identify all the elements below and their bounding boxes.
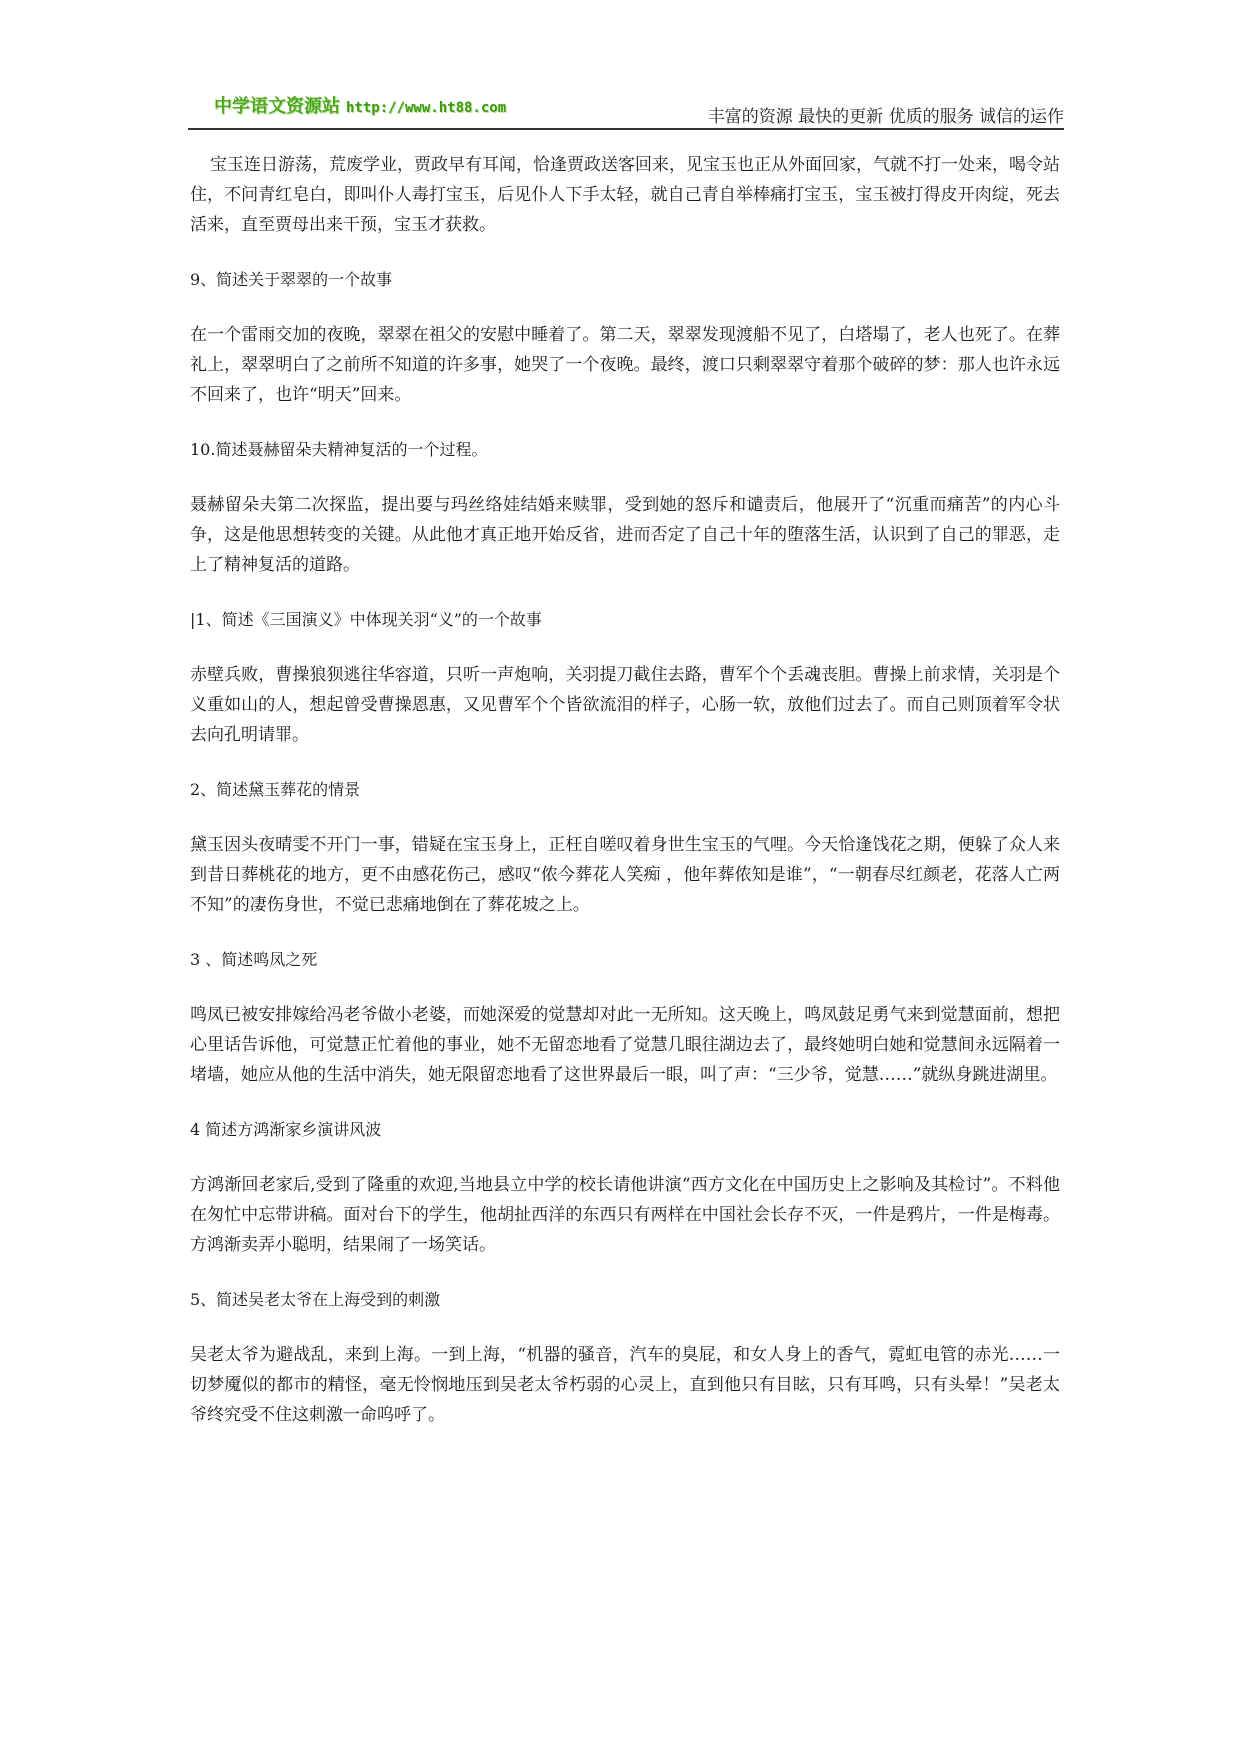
section [190,436,1060,580]
section [190,946,1060,1090]
section-heading: 2、简述黛玉葬花的情景 [190,780,361,799]
header-slogan: 丰富的资源 最快的更新 优质的服务 诚信的运作 [707,107,1064,127]
section-heading: |1、简述《三国演义》中体现关羽“义”的一个故事 [190,610,542,629]
section-heading: 4 简述方鸿渐家乡演讲风波 [190,1120,382,1139]
document-body [190,150,1060,1430]
page-header [188,90,1064,130]
intro-paragraph: 宝玉连日游荡，荒废学业，贾政早有耳闻，恰逢贾政送客回来，见宝玉也正从外面回家，气就不打一处来，喝令站住，不问青红皂白，即叫仆人毒打宝玉，后见仆人下手太轻，就自己青自举棒痛打宝玉，宝玉被打得皮开肉绽，死去活来，直至贾母出来干预，宝玉才获救。 [190,155,1060,235]
section-heading: 10.简述聂赫留朵夫精神复活的一个过程。 [190,440,488,459]
section-heading: 3 、简述鸣凤之死 [190,950,318,969]
section-body: 在一个雷雨交加的夜晚，翠翠在祖父的安慰中睡着了。第二天，翠翠发现渡船不见了，白塔塌了，老人也死了。在葬礼上，翠翠明白了之前所不知道的许多事，她哭了一个夜晚。最终，渡口只剩翠翠守着那个破碎的梦：那人也许永远不回来了，也许“明天”回来。 [190,325,1060,405]
section-body: 聂赫留朵夫第二次探监，提出要与玛丝络娃结婚来赎罪，受到她的怒斥和谴责后，他展开了“沉重而痛苦”的内心斗争，这是他思想转变的关键。从此他才真正地开始反省，进而否定了自己十年的堕落生活，认识到了自己的罪恶，走上了精神复活的道路。 [190,495,1060,575]
section-body: 方鸿渐回老家后,受到了隆重的欢迎,当地县立中学的校长请他讲演“西方文化在中国历史上之影响及其检讨”。不料他在匆忙中忘带讲稿。面对台下的学生，他胡扯西洋的东西只有两样在中国社会长存不灭，一件是鸦片，一件是梅毒。方鸿渐卖弄小聪明，结果闹了一场笑话。 [190,1175,1060,1255]
section-body: 黛玉因头夜晴雯不开门一事，错疑在宝玉身上，正枉自嗟叹着身世生宝玉的气哩。今天恰逢饯花之期，便躲了众人来到昔日葬桃花的地方，更不由感花伤己，感叹“侬今葬花人笑痴 ，他年葬侬知是谁”，“一朝春尽红颜老，花落人亡两不知”的凄伤身世，不觉已悲痛地倒在了葬花坡之上。 [190,835,1060,915]
section [190,266,1060,410]
site-logo [214,92,506,118]
section [190,1116,1060,1260]
section [190,1286,1060,1430]
section-body: 鸣凤已被安排嫁给冯老爷做小老婆，而她深爱的觉慧却对此一无所知。这天晚上，鸣凤鼓足勇气来到觉慧面前，想把心里话告诉他，可觉慧正忙着他的事业，她不无留恋地看了觉慧几眼往湖边去了，最终她明白她和觉慧间永远隔着一堵墙，她应从他的生活中消失，她无限留恋地看了这世界最后一眼，叫了声：“三少爷，觉慧……”就纵身跳进湖里。 [190,1005,1060,1085]
section-body: 赤壁兵败，曹操狼狈逃往华容道，只听一声炮响，关羽提刀截住去路，曹军个个丢魂丧胆。曹操上前求情，关羽是个义重如山的人，想起曾受曹操恩惠，又见曹军个个皆欲流泪的样子，心肠一软，放他们过去了。而自己则顶着军令状去向孔明请罪。 [190,665,1060,745]
logo-text: 中学语文资源站 [214,96,340,117]
section-heading: 9、简述关于翠翠的一个故事 [190,270,393,289]
section [190,606,1060,750]
section [190,776,1060,920]
section-heading: 5、简述吴老太爷在上海受到的刺激 [190,1290,441,1309]
section-body: 吴老太爷为避战乱，来到上海。一到上海，“机器的骚音，汽车的臭屁，和女人身上的香气，霓虹电管的赤光……一切梦魇似的都市的精怪，毫无怜悯地压到吴老太爷朽弱的心灵上，直到他只有目眩，只有耳鸣，只有头晕！”吴老太爷终究受不住这刺激一命呜呼了。 [190,1345,1060,1425]
logo-url: http://www.ht88.com [346,100,507,116]
